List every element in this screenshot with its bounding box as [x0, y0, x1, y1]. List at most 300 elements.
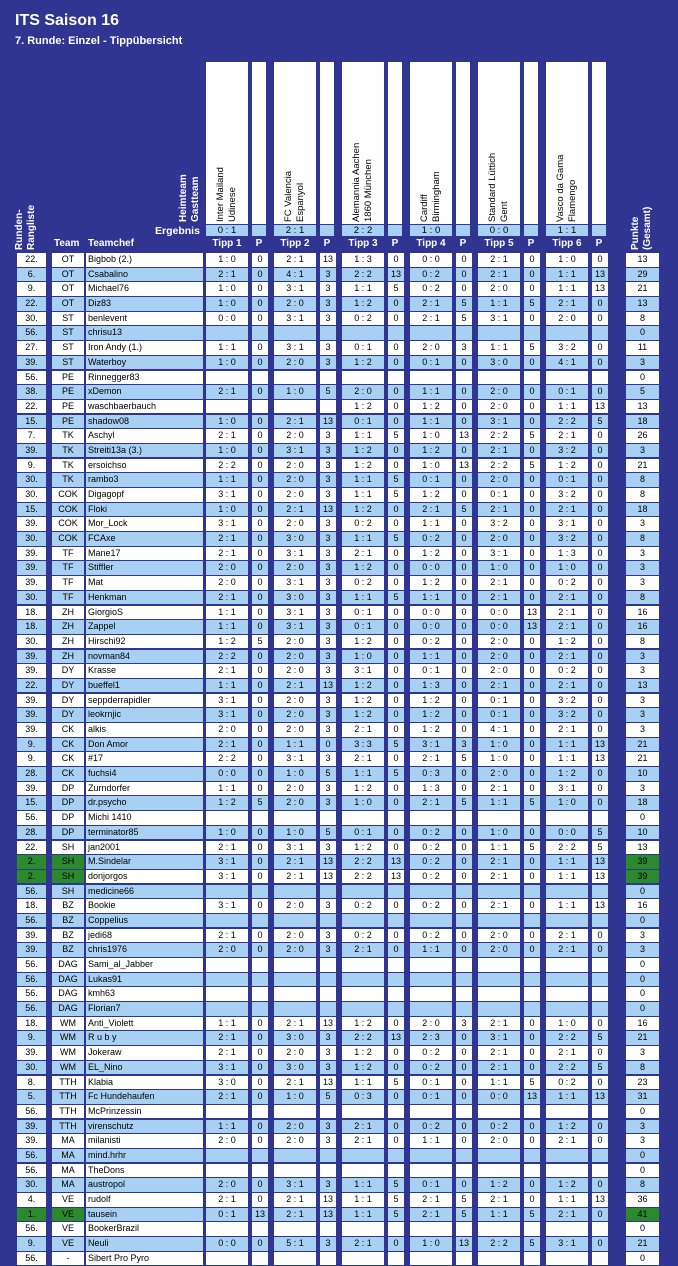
p-1-cell: 0 — [252, 459, 268, 473]
team-cell: DY — [52, 708, 84, 722]
rank-cell: 39. — [17, 782, 46, 796]
p-1-cell — [252, 811, 268, 825]
total-points-cell: 3 — [626, 444, 659, 458]
match-3-result-p — [388, 225, 402, 236]
tipp-6-cell: 3 : 1 — [546, 782, 588, 796]
tipp-4-cell: 1 : 1 — [410, 943, 452, 957]
total-points-cell: 21 — [626, 459, 659, 473]
p-3-cell: 0 — [388, 1061, 404, 1075]
tipp-4-cell: 0 : 1 — [410, 1178, 452, 1192]
tipp-5-cell: 0 : 0 — [478, 1090, 520, 1104]
total-points-cell: 3 — [626, 664, 659, 678]
tipp-5-cell — [478, 958, 520, 972]
p-4-cell: 0 — [456, 708, 472, 722]
p-3-cell: 5 — [388, 591, 404, 605]
p-1-cell: 0 — [252, 870, 268, 884]
p-1-cell: 0 — [252, 723, 268, 737]
team-cell: BZ — [52, 929, 84, 943]
match-3-home: Alemannia Aachen — [351, 142, 362, 222]
tipp-1-cell — [206, 973, 248, 987]
p-3-cell: 5 — [388, 1208, 404, 1222]
match-3-away: 1860 München — [363, 159, 374, 222]
p-2-cell: 3 — [320, 547, 336, 561]
p-4-cell: 0 — [456, 400, 472, 414]
tipp-5-cell: 2 : 2 — [478, 1237, 520, 1251]
p-6-cell: 0 — [592, 1178, 608, 1192]
tipp-4-cell: 0 : 2 — [410, 1120, 452, 1134]
tipp-3-cell — [342, 326, 384, 340]
p-6-cell: 0 — [592, 679, 608, 693]
p-2-cell: 3 — [320, 1237, 336, 1251]
p-2-cell: 13 — [320, 1017, 336, 1031]
p-6-cell: 0 — [592, 341, 608, 355]
tipp-2-cell: 1 : 0 — [274, 1090, 316, 1104]
tipp-3-cell: 0 : 2 — [342, 929, 384, 943]
tipp-6-cell — [546, 1222, 588, 1236]
rank-cell: 28. — [17, 767, 46, 781]
p-6-cell: 0 — [592, 796, 608, 810]
tipp-3-cell: 1 : 2 — [342, 297, 384, 311]
tipp-3-cell: 0 : 1 — [342, 826, 384, 840]
p-3-cell — [388, 1222, 404, 1236]
tipp-3-cell — [342, 371, 384, 385]
p-3-cell — [388, 973, 404, 987]
total-points-cell: 8 — [626, 532, 659, 546]
p-4-cell: 0 — [456, 899, 472, 913]
team-cell: BZ — [52, 914, 84, 928]
teamchef-cell: Csabalino — [86, 268, 203, 282]
p-4-cell: 0 — [456, 929, 472, 943]
tipp-2-cell: 2 : 0 — [274, 635, 316, 649]
tipp-6-cell: 2 : 1 — [546, 297, 588, 311]
p-5-cell: 0 — [524, 532, 540, 546]
tipp-4-cell — [410, 973, 452, 987]
tipp-5-cell — [478, 914, 520, 928]
match-1-result: 0 : 1 — [206, 225, 248, 236]
p-6-cell: 0 — [592, 253, 608, 267]
tipp-4-cell: 1 : 3 — [410, 782, 452, 796]
p-3-cell: 0 — [388, 723, 404, 737]
p-4-cell: 5 — [456, 1208, 472, 1222]
total-points-cell: 16 — [626, 606, 659, 620]
p-6-cell: 5 — [592, 415, 608, 429]
p-6-cell: 13 — [592, 738, 608, 752]
table-row — [16, 459, 661, 474]
tipp-5-cell: 2 : 1 — [478, 591, 520, 605]
table-row — [16, 341, 661, 356]
tipp-6-cell: 2 : 1 — [546, 679, 588, 693]
p-2-cell: 3 — [320, 1178, 336, 1192]
p-6-cell: 0 — [592, 591, 608, 605]
p-1-cell: 0 — [252, 1134, 268, 1148]
tipp-4-cell: 2 : 0 — [410, 341, 452, 355]
tipp-4-cell: 2 : 3 — [410, 1031, 452, 1045]
total-points-cell: 3 — [626, 943, 659, 957]
p-2-cell: 3 — [320, 899, 336, 913]
tipp-4-cell: 2 : 1 — [410, 796, 452, 810]
table-row — [16, 268, 661, 283]
teamchef-cell: Henkman — [86, 591, 203, 605]
tipp-4-cell — [410, 1149, 452, 1163]
p-1-cell: 0 — [252, 1017, 268, 1031]
tipp-3-cell: 0 : 1 — [342, 341, 384, 355]
tipp-3-cell: 0 : 2 — [342, 517, 384, 531]
p-4-cell — [456, 1002, 472, 1016]
total-points-cell: 0 — [626, 1164, 659, 1178]
rank-cell: 39. — [17, 929, 46, 943]
tipp-2-cell — [274, 1002, 316, 1016]
p-1-cell: 0 — [252, 694, 268, 708]
total-points-cell: 13 — [626, 841, 659, 855]
tipp-1-cell — [206, 1002, 248, 1016]
tipp-5-cell: 2 : 2 — [478, 459, 520, 473]
tipp-6-cell: 1 : 1 — [546, 400, 588, 414]
p-4-cell: 5 — [456, 796, 472, 810]
p-4-cell: 0 — [456, 782, 472, 796]
tipp-2-cell: 2 : 0 — [274, 796, 316, 810]
team-cell: TF — [52, 547, 84, 561]
tipp-4-cell: 0 : 2 — [410, 855, 452, 869]
teamchef-cell: Digagopf — [86, 488, 203, 502]
p-4-cell: 0 — [456, 1178, 472, 1192]
p-3-cell — [388, 914, 404, 928]
tipp-3-cell: 1 : 2 — [342, 356, 384, 370]
p-1-cell: 0 — [252, 341, 268, 355]
table-row — [16, 1222, 661, 1237]
rank-cell: 56. — [17, 1105, 46, 1119]
tipp-1-cell: 1 : 0 — [206, 826, 248, 840]
table-row — [16, 767, 661, 782]
p-5-cell: 5 — [524, 796, 540, 810]
team-cell: TF — [52, 561, 84, 575]
tipp-3-cell — [342, 885, 384, 899]
total-points-cell: 8 — [626, 635, 659, 649]
teamchef-cell: kmh63 — [86, 987, 203, 1001]
tipp-6-cell: 3 : 2 — [546, 694, 588, 708]
tipp-6-cell: 2 : 1 — [546, 1208, 588, 1222]
p-5-cell — [524, 914, 540, 928]
team-cell: DP — [52, 796, 84, 810]
tipp-3-cell: 1 : 2 — [342, 1046, 384, 1060]
total-points-cell: 3 — [626, 650, 659, 664]
p-4-cell: 0 — [456, 473, 472, 487]
tipp-1-cell: 1 : 1 — [206, 782, 248, 796]
tipp-6-cell: 1 : 1 — [546, 1090, 588, 1104]
tipp-2-cell — [274, 371, 316, 385]
team-cell: MA — [52, 1178, 84, 1192]
team-cell: VE — [52, 1222, 84, 1236]
team-cell: TF — [52, 591, 84, 605]
tipp-5-cell: 2 : 1 — [478, 253, 520, 267]
total-points-cell: 26 — [626, 429, 659, 443]
tipp-1-cell: 3 : 1 — [206, 517, 248, 531]
p-1-cell: 0 — [252, 503, 268, 517]
rank-cell: 39. — [17, 1134, 46, 1148]
teamchef-cell: seppderrapidler — [86, 694, 203, 708]
total-points-cell: 0 — [626, 958, 659, 972]
tipp-5-cell: 2 : 1 — [478, 1046, 520, 1060]
tipp-1-cell: 1 : 1 — [206, 620, 248, 634]
teamchef-cell: Michi 1410 — [86, 811, 203, 825]
total-points-cell: 0 — [626, 1252, 659, 1266]
total-points-cell: 3 — [626, 517, 659, 531]
p-5-cell — [524, 371, 540, 385]
tipp-5-cell: 1 : 0 — [478, 561, 520, 575]
rank-cell: 39. — [17, 943, 46, 957]
p-1-cell: 0 — [252, 532, 268, 546]
tipp-2-cell: 2 : 0 — [274, 1046, 316, 1060]
p-1-cell: 0 — [252, 385, 268, 399]
tipp-6-cell: 0 : 1 — [546, 473, 588, 487]
p-5-cell: 5 — [524, 459, 540, 473]
p-4-cell: 5 — [456, 752, 472, 766]
tipp-4-cell — [410, 958, 452, 972]
rank-cell: 18. — [17, 1017, 46, 1031]
p-5-cell: 0 — [524, 1046, 540, 1060]
tipp-1-cell: 2 : 0 — [206, 1134, 248, 1148]
tipp-4-cell — [410, 1105, 452, 1119]
team-cell: TK — [52, 473, 84, 487]
tipp-6-cell: 1 : 1 — [546, 282, 588, 296]
p-1-cell — [252, 1222, 268, 1236]
p-4-cell: 0 — [456, 1120, 472, 1134]
tipp-2-cell: 3 : 0 — [274, 1061, 316, 1075]
team-cell: OT — [52, 268, 84, 282]
team-cell: TK — [52, 459, 84, 473]
tipp-4-cell: 1 : 2 — [410, 708, 452, 722]
p-5-cell — [524, 811, 540, 825]
tipp-1-cell: 3 : 1 — [206, 899, 248, 913]
tipp-5-cell: 2 : 0 — [478, 635, 520, 649]
team-cell: MA — [52, 1134, 84, 1148]
p-2-cell: 3 — [320, 664, 336, 678]
p-2-cell: 5 — [320, 385, 336, 399]
tipp-4-cell: 1 : 1 — [410, 1134, 452, 1148]
total-points-cell: 3 — [626, 547, 659, 561]
rank-cell: 9. — [17, 738, 46, 752]
p-3-cell: 0 — [388, 444, 404, 458]
teamchef-header: Teamchef — [88, 238, 134, 249]
tipp-4-cell: 1 : 1 — [410, 517, 452, 531]
tipp-2-cell: 3 : 1 — [274, 606, 316, 620]
p-2-header: P — [323, 238, 331, 249]
p-1-cell: 0 — [252, 1120, 268, 1134]
team-cell: DP — [52, 811, 84, 825]
p-6-cell: 0 — [592, 1017, 608, 1031]
p-6-cell: 0 — [592, 473, 608, 487]
table-row — [16, 635, 661, 650]
tipp-6-cell: 3 : 2 — [546, 532, 588, 546]
p-5-cell: 0 — [524, 1017, 540, 1031]
p-6-cell: 0 — [592, 547, 608, 561]
p-1-cell: 0 — [252, 1178, 268, 1192]
p-2-cell: 3 — [320, 282, 336, 296]
p-6-cell: 0 — [592, 620, 608, 634]
tipp-4-cell: 1 : 0 — [410, 429, 452, 443]
p-5-cell: 13 — [524, 1090, 540, 1104]
tipp-4-cell: 0 : 2 — [410, 929, 452, 943]
p-6-cell: 0 — [592, 576, 608, 590]
teamchef-cell: M.Sindelar — [86, 855, 203, 869]
page-title: ITS Saison 16 — [15, 12, 120, 29]
p-4-cell: 0 — [456, 576, 472, 590]
p-4-cell: 0 — [456, 591, 472, 605]
match-2-result-p — [320, 225, 334, 236]
tipp-6-cell: 2 : 1 — [546, 650, 588, 664]
p-4-cell — [456, 1149, 472, 1163]
tipp-3-cell: 1 : 2 — [342, 1017, 384, 1031]
p-1-cell: 0 — [252, 591, 268, 605]
total-points-cell: 23 — [626, 1076, 659, 1090]
teamchef-cell: Aschyl — [86, 429, 203, 443]
table-row — [16, 738, 661, 753]
team-cell: ZH — [52, 620, 84, 634]
table-row — [16, 547, 661, 562]
tipp-6-cell: 1 : 0 — [546, 561, 588, 575]
tipp-1-cell: 0 : 0 — [206, 767, 248, 781]
tipp-1-cell: 2 : 2 — [206, 650, 248, 664]
p-2-cell: 3 — [320, 620, 336, 634]
tipp-1-cell: 1 : 1 — [206, 1120, 248, 1134]
p-3-cell: 0 — [388, 356, 404, 370]
table-row — [16, 356, 661, 371]
table-row — [16, 606, 661, 621]
teamchef-cell: fuchsi4 — [86, 767, 203, 781]
table-row — [16, 973, 661, 988]
teamchef-cell: Bigbob (2.) — [86, 253, 203, 267]
rank-cell: 9. — [17, 1237, 46, 1251]
p-3-cell: 5 — [388, 738, 404, 752]
p-1-cell: 0 — [252, 517, 268, 531]
tipp-4-cell: 0 : 0 — [410, 561, 452, 575]
total-points-cell: 3 — [626, 356, 659, 370]
team-cell: ST — [52, 356, 84, 370]
tipp-5-cell: 2 : 0 — [478, 1134, 520, 1148]
p-5-cell: 0 — [524, 503, 540, 517]
tipp-1-cell — [206, 987, 248, 1001]
p-5-cell: 0 — [524, 664, 540, 678]
p-5-cell: 0 — [524, 899, 540, 913]
tipp-2-cell — [274, 885, 316, 899]
p-5-cell — [524, 885, 540, 899]
p-4-cell: 0 — [456, 635, 472, 649]
tipp-4-cell: 0 : 2 — [410, 532, 452, 546]
tipp-3-cell: 0 : 2 — [342, 576, 384, 590]
p-5-cell: 0 — [524, 738, 540, 752]
p-2-cell: 3 — [320, 1120, 336, 1134]
total-points-cell: 5 — [626, 385, 659, 399]
tipp-3-cell: 1 : 2 — [342, 679, 384, 693]
p-3-cell: 0 — [388, 1090, 404, 1104]
match-4-result-p — [456, 225, 470, 236]
teamchef-cell: #17 — [86, 752, 203, 766]
tipp-2-cell: 2 : 1 — [274, 1017, 316, 1031]
team-cell: - — [52, 1252, 84, 1266]
p-1-cell: 0 — [252, 1090, 268, 1104]
p-1-cell: 0 — [252, 899, 268, 913]
p-5-cell — [524, 1222, 540, 1236]
tipp-1-cell: 0 : 0 — [206, 312, 248, 326]
tipp-2-cell: 2 : 1 — [274, 503, 316, 517]
tipp-3-cell — [342, 914, 384, 928]
total-points-cell: 3 — [626, 1120, 659, 1134]
tipp-6-cell: 3 : 2 — [546, 444, 588, 458]
teamchef-cell: Fc Hundehaufen — [86, 1090, 203, 1104]
p-2-cell: 13 — [320, 1208, 336, 1222]
table-row — [16, 1164, 661, 1179]
tipp-3-cell — [342, 987, 384, 1001]
punkte-label-2: (Gesamt) — [642, 206, 653, 250]
p-1-cell — [252, 1002, 268, 1016]
total-points-cell: 3 — [626, 708, 659, 722]
team-cell: OT — [52, 282, 84, 296]
p-6-cell: 13 — [592, 855, 608, 869]
tipp-2-cell: 3 : 0 — [274, 532, 316, 546]
p-6-cell: 0 — [592, 723, 608, 737]
rank-cell: 56. — [17, 1164, 46, 1178]
tipp-6-cell — [546, 1002, 588, 1016]
tipp-2-cell — [274, 326, 316, 340]
p-3-cell — [388, 1149, 404, 1163]
tipp-4-cell — [410, 1222, 452, 1236]
tipp-1-cell — [206, 885, 248, 899]
p-6-cell: 5 — [592, 826, 608, 840]
p-5-cell: 0 — [524, 473, 540, 487]
p-3-cell: 0 — [388, 400, 404, 414]
tipp-2-cell: 1 : 0 — [274, 767, 316, 781]
tipp-5-cell: 2 : 2 — [478, 429, 520, 443]
rank-cell: 5. — [17, 1090, 46, 1104]
p-1-header: P — [255, 238, 263, 249]
rank-cell: 56. — [17, 371, 46, 385]
tipp-1-cell: 2 : 1 — [206, 1031, 248, 1045]
tipp-2-cell: 3 : 1 — [274, 576, 316, 590]
tipp-1-cell — [206, 400, 248, 414]
tipp-3-cell: 3 : 3 — [342, 738, 384, 752]
tipp-6-cell — [546, 1105, 588, 1119]
p-6-cell: 0 — [592, 1120, 608, 1134]
total-points-cell: 29 — [626, 268, 659, 282]
tipp-4-cell: 0 : 1 — [410, 1076, 452, 1090]
p-2-cell — [320, 914, 336, 928]
tipp-1-cell: 0 : 0 — [206, 1237, 248, 1251]
p-3-cell: 5 — [388, 429, 404, 443]
table-row — [16, 444, 661, 459]
table-row — [16, 488, 661, 503]
p-4-cell — [456, 958, 472, 972]
rank-cell: 56. — [17, 1222, 46, 1236]
tipp-2-cell: 2 : 0 — [274, 459, 316, 473]
p-1-cell: 0 — [252, 488, 268, 502]
tipp-6-cell: 1 : 2 — [546, 767, 588, 781]
total-points-cell: 21 — [626, 1031, 659, 1045]
tipp-5-cell — [478, 326, 520, 340]
tipp-2-cell — [274, 1149, 316, 1163]
p-4-cell: 0 — [456, 356, 472, 370]
p-2-cell: 3 — [320, 488, 336, 502]
tipp-2-cell: 2 : 0 — [274, 473, 316, 487]
tipp-3-cell: 1 : 2 — [342, 841, 384, 855]
tipp-6-cell: 0 : 2 — [546, 664, 588, 678]
tipp-1-cell: 1 : 2 — [206, 796, 248, 810]
p-4-header: P — [459, 238, 467, 249]
tipp-4-cell: 0 : 1 — [410, 664, 452, 678]
table-row — [16, 694, 661, 709]
p-5-cell: 0 — [524, 415, 540, 429]
tipp-1-cell: 2 : 1 — [206, 664, 248, 678]
tipp-5-cell — [478, 1222, 520, 1236]
p-5-cell: 0 — [524, 400, 540, 414]
